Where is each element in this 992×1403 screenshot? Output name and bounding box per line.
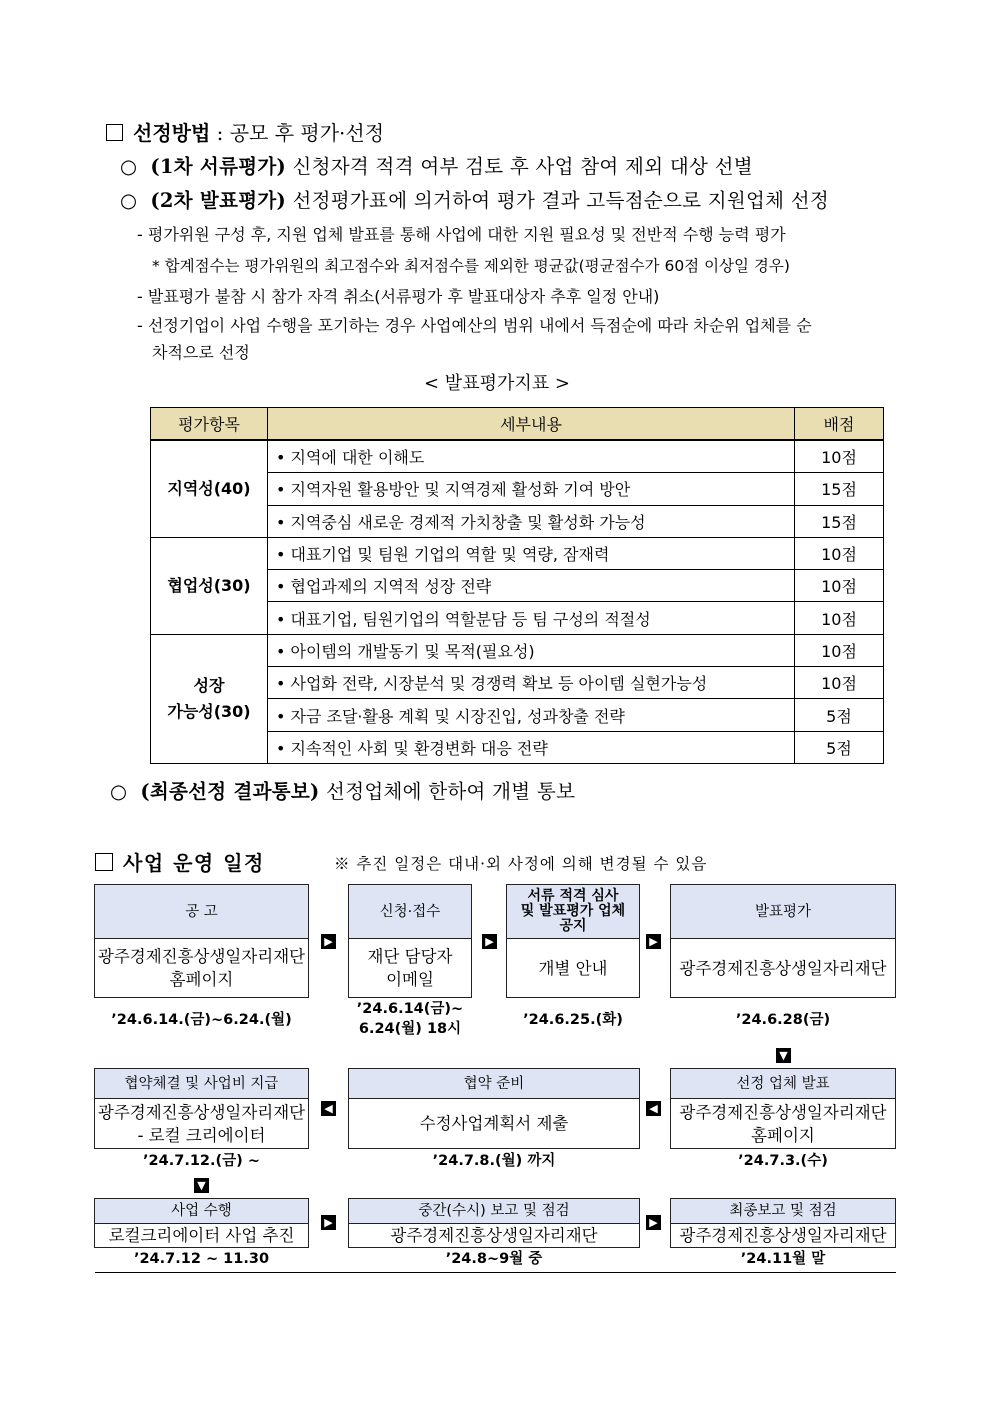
- step-announce: [94, 884, 309, 998]
- score-cell: 5점: [795, 731, 884, 763]
- dash-item-3: - 선정기업이 사업 수행을 포기하는 경우 사업예산의 범위 내에서 득점순에 따라 차순위 업체를 순: [137, 316, 812, 335]
- step-date: ’24.6.25.(화): [523, 1012, 623, 1028]
- step-body: 광주경제진흥상생일자리재단 홈페이지: [679, 1102, 887, 1145]
- dash-item-3-cont: 차적으로 선정: [152, 343, 250, 362]
- score-cell: 10점: [795, 440, 884, 473]
- final-line: ○ (최종선정 결과통보) 선정업체에 한하여 개별 통보: [110, 780, 576, 803]
- category-line-2: 가능성(30): [167, 701, 251, 721]
- table-row: [151, 440, 884, 473]
- step-body: 개별 안내: [538, 958, 608, 978]
- detail-cell: • 지역에 대한 이해도: [268, 440, 795, 473]
- table-caption: < 발표평가지표 >: [424, 373, 570, 394]
- table-row: [151, 634, 884, 666]
- square-bullet-icon: [95, 853, 113, 871]
- score-cell: 10점: [795, 667, 884, 699]
- detail-cell: • 대표기업, 팀원기업의 역할분담 등 팀 구성의 적절성: [268, 602, 795, 634]
- arrow-right-icon: ▶: [646, 934, 661, 949]
- step-date: ’24.7.12.(금) ~: [143, 1153, 260, 1169]
- score-cell: 15점: [795, 505, 884, 537]
- step-body: 로컬크리에이터 사업 추진: [108, 1225, 295, 1245]
- table-row: [151, 537, 884, 569]
- step-title: 협약체결 및 사업비 지급: [95, 1069, 308, 1099]
- stage1-line: ○ (1차 서류평가) 신청자격 적격 여부 검토 후 사업 참여 제외 대상 선별: [120, 155, 753, 178]
- category-cell: 협업성(30): [151, 537, 268, 634]
- step-date: ’24.8~9월 중: [445, 1251, 543, 1267]
- score-cell: 5점: [795, 699, 884, 731]
- detail-cell: • 사업화 전략, 시장분석 및 경쟁력 확보 등 아이템 실현가능성: [268, 667, 795, 699]
- step-date: ’24.6.14.(금)~6.24.(월): [111, 1012, 292, 1028]
- step-date: ’24.11월 말: [740, 1251, 826, 1267]
- selection-heading: 선정방법 : 공모 후 평가·선정: [106, 117, 384, 146]
- score-cell: 10점: [795, 602, 884, 634]
- step-title: 서류 적격 심사 및 발표평가 업체 공지: [507, 885, 639, 939]
- step-execution: [94, 1198, 309, 1248]
- header-category: 평가항목: [151, 408, 268, 441]
- score-cell: 10점: [795, 634, 884, 666]
- step-title: 협약 준비: [349, 1069, 639, 1099]
- dash-item-1: - 평가위원 구성 후, 지원 업체 발표를 통해 사업에 대한 지원 필요성 및 전반적 수행 능력 평가: [137, 225, 786, 244]
- step-body: 광주경제진흥상생일자리재단 홈페이지: [97, 947, 306, 989]
- step-body: 광주경제진흥상생일자리재단 - 로컬 크리에이터: [97, 1102, 306, 1145]
- note-item-1: * 합계점수는 평가위원의 최고점수와 최저점수를 제외한 평균값(평균점수가 60점 이상일 경우): [152, 257, 790, 275]
- bottom-divider: [95, 1272, 896, 1273]
- score-cell: 10점: [795, 537, 884, 569]
- circle-bullet-icon: ○: [110, 780, 141, 803]
- schedule-note: ※ 추진 일정은 대내·외 사정에 의해 변경될 수 있음: [334, 855, 708, 873]
- step-apply: [348, 884, 472, 998]
- arrow-left-icon: ◀: [646, 1101, 661, 1116]
- detail-cell: • 아이템의 개발동기 및 목적(필요성): [268, 634, 795, 666]
- header-detail: 세부내용: [268, 408, 795, 441]
- step-presentation: [670, 884, 896, 998]
- dash-item-2: - 발표평가 불참 시 참가 자격 취소(서류평가 후 발표대상자 추후 일정 안내): [137, 287, 660, 306]
- step-body: 광주경제진흥상생일자리재단: [679, 958, 887, 978]
- stage2-line: ○ (2차 발표평가) 선정평가표에 의거하여 평가 결과 고득점순으로 지원업체 선정: [120, 189, 830, 212]
- evaluation-table: [150, 407, 884, 764]
- step-screening: [506, 884, 640, 998]
- detail-cell: • 협업과제의 지역적 성장 전략: [268, 570, 795, 602]
- step-title: 신청·접수: [349, 885, 471, 939]
- detail-cell: • 지역자원 활용방안 및 지역경제 활성화 기여 방안: [268, 473, 795, 505]
- arrow-left-icon: ◀: [321, 1101, 336, 1116]
- step-date: ’24.7.12 ~ 11.30: [133, 1251, 270, 1267]
- arrow-down-icon: ▼: [776, 1048, 791, 1063]
- step-date: ’24.6.14(금)~ 6.24(월) 18시: [356, 1001, 464, 1037]
- circle-bullet-icon: ○: [120, 155, 151, 178]
- step-title: 발표평가: [671, 885, 895, 939]
- header-score: 배점: [795, 408, 884, 441]
- arrow-down-icon: ▼: [194, 1178, 209, 1193]
- schedule-heading: 사업 운영 일정: [95, 847, 265, 876]
- table-header-row: [151, 408, 884, 441]
- arrow-right-icon: ▶: [321, 934, 336, 949]
- step-interim-report: [348, 1198, 640, 1248]
- category-cell: 지역성(40): [151, 440, 268, 537]
- step-body: 광주경제진흥상생일자리재단: [679, 1225, 887, 1245]
- step-date: ’24.7.3.(수): [738, 1153, 828, 1169]
- step-date: ’24.6.28(금): [735, 1012, 831, 1028]
- step-body: 광주경제진흥상생일자리재단: [390, 1225, 598, 1245]
- step-body: 수정사업계획서 제출: [419, 1114, 569, 1133]
- arrow-right-icon: ▶: [321, 1215, 336, 1230]
- arrow-right-icon: ▶: [482, 934, 497, 949]
- step-final-report: [670, 1198, 896, 1248]
- square-bullet-icon: [106, 124, 123, 141]
- category-cell: [151, 634, 268, 763]
- arrow-right-icon: ▶: [646, 1215, 661, 1230]
- step-date: ’24.7.8.(월) 까지: [432, 1153, 556, 1169]
- step-title: 공 고: [95, 885, 308, 939]
- score-cell: 10점: [795, 570, 884, 602]
- detail-cell: • 지속적인 사회 및 환경변화 대응 전략: [268, 731, 795, 763]
- detail-cell: • 지역중심 새로운 경제적 가치창출 및 활성화 가능성: [268, 505, 795, 537]
- category-line-1: 성장: [193, 675, 225, 695]
- step-title: 사업 수행: [95, 1199, 308, 1224]
- step-title: 선정 업체 발표: [671, 1069, 895, 1099]
- circle-bullet-icon: ○: [120, 189, 151, 212]
- score-cell: 15점: [795, 473, 884, 505]
- step-body: 재단 담당자 이메일: [367, 947, 453, 989]
- step-title: 중간(수시) 보고 및 점검: [349, 1199, 639, 1224]
- detail-cell: • 자금 조달·활용 계획 및 시장진입, 성과창출 전략: [268, 699, 795, 731]
- step-selection-announce: [670, 1068, 896, 1149]
- step-contract-prep: [348, 1068, 640, 1149]
- step-title: 최종보고 및 점검: [671, 1199, 895, 1224]
- step-contract: [94, 1068, 309, 1149]
- detail-cell: • 대표기업 및 팀원 기업의 역할 및 역량, 잠재력: [268, 537, 795, 569]
